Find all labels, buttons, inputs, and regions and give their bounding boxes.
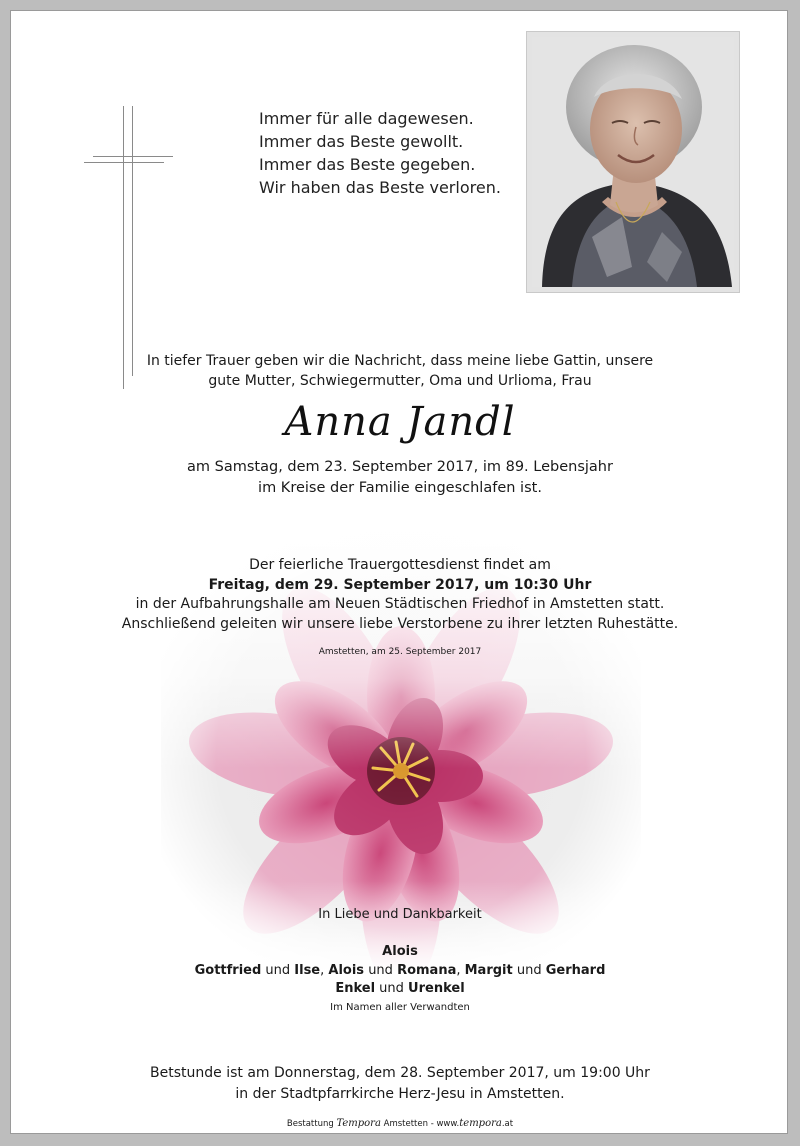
family-relatives: Im Namen aller Verwandten xyxy=(330,1001,470,1013)
cross-vertical-line xyxy=(123,106,124,389)
service-line: in der Aufbahrungshalle am Neuen Städtischen Friedhof in Amstetten statt. xyxy=(135,596,665,612)
poem-line: Immer für alle dagewesen. xyxy=(259,109,474,128)
poem-line: Immer das Beste gegeben. xyxy=(259,155,476,174)
poem-line: Immer das Beste gewollt. xyxy=(259,132,464,151)
footer: Bestattung Tempora Amstetten - www.tempora.at xyxy=(286,1118,514,1129)
service-line: Der feierliche Trauergottesdienst findet am xyxy=(249,557,551,573)
death-line: im Kreise der Familie eingeschlafen ist. xyxy=(258,480,542,496)
family-line: Enkel und Urenkel xyxy=(335,981,465,996)
footer-url-brand: tempora xyxy=(459,1118,502,1129)
obituary-page xyxy=(10,10,788,1134)
death-info xyxy=(11,457,788,499)
prayer-info xyxy=(11,1063,788,1105)
service-date: Freitag, dem 29. September 2017, um 10:30 Uhr xyxy=(208,576,592,593)
poem-line: Wir haben das Beste verloren. xyxy=(259,178,501,197)
service-info xyxy=(11,556,788,634)
closing-text: In Liebe und Dankbarkeit xyxy=(318,907,482,922)
deceased-name: Anna Jandl xyxy=(284,399,516,445)
cross-vertical-line-2 xyxy=(132,106,133,376)
cross-horizontal-line xyxy=(93,156,173,157)
funeral-home-brand: Tempora xyxy=(336,1118,381,1129)
intro-line: In tiefer Trauer geben wir die Nachricht, dass meine liebe Gattin, unsere xyxy=(146,353,654,369)
portrait-illustration xyxy=(532,37,734,287)
intro-text xyxy=(11,351,788,391)
cross-horizontal-line-2 xyxy=(84,162,164,163)
family-list xyxy=(11,943,788,1017)
prayer-line: in der Stadtpfarrkirche Herz-Jesu in Amstetten. xyxy=(235,1086,565,1102)
place-date: Amstetten, am 25. September 2017 xyxy=(318,647,482,657)
family-line: Gottfried und Ilse, Alois und Romana, Margit und Gerhard xyxy=(194,962,606,978)
family-name: Alois xyxy=(382,944,418,959)
intro-line: gute Mutter, Schwiegermutter, Oma und Urlioma, Frau xyxy=(208,373,592,389)
prayer-line: Betstunde ist am Donnerstag, dem 28. September 2017, um 19:00 Uhr xyxy=(150,1065,650,1081)
poem xyxy=(259,107,501,199)
death-line: am Samstag, dem 23. September 2017, im 89. Lebensjahr xyxy=(187,459,613,475)
service-line: Anschließend geleiten wir unsere liebe Verstorbene zu ihrer letzten Ruhestätte. xyxy=(121,615,679,632)
portrait-photo xyxy=(526,31,740,293)
